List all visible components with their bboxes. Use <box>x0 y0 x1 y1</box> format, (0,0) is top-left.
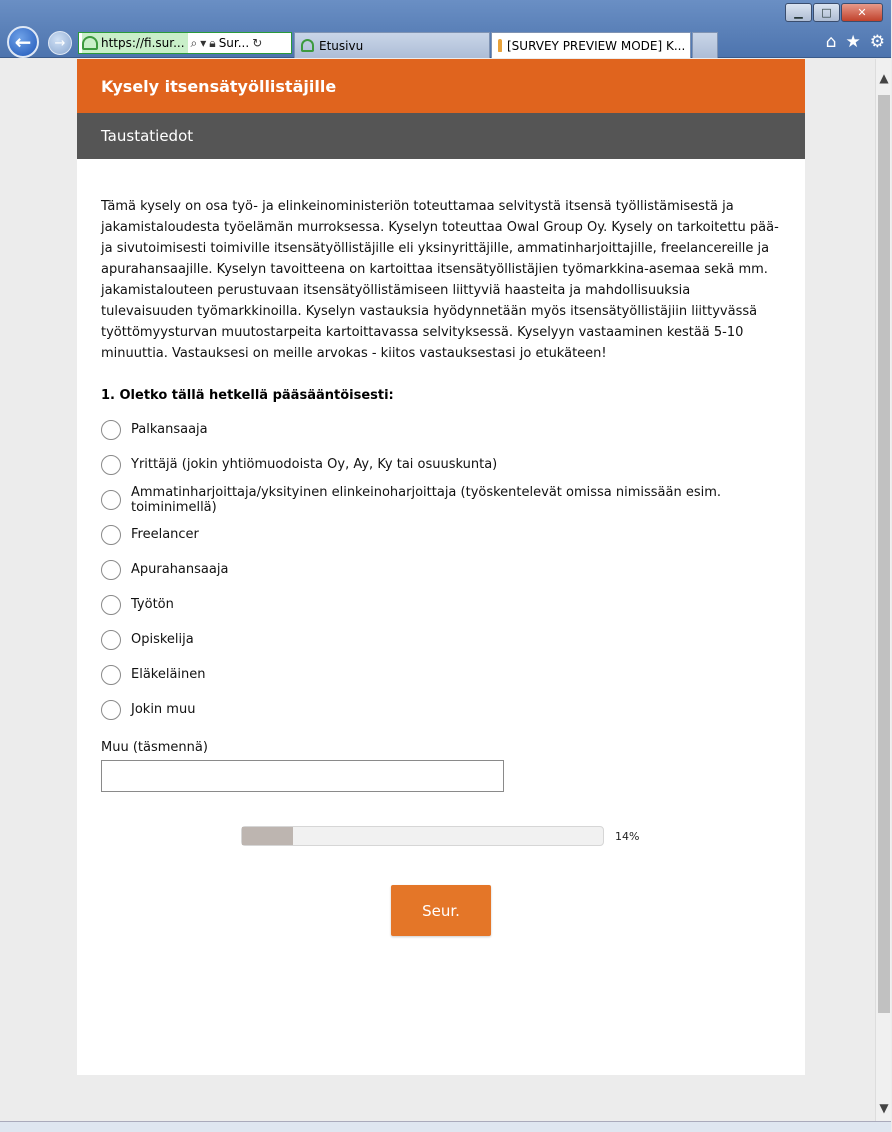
address-site: Sur... <box>218 36 250 50</box>
favicon-icon <box>498 39 502 52</box>
option-ammatinharjoittaja[interactable] <box>101 482 781 517</box>
settings-gear-icon[interactable]: ⚙ <box>869 32 885 52</box>
window-bottom-edge <box>0 1121 891 1132</box>
next-row <box>101 885 781 936</box>
progress-label: 14% <box>615 829 640 843</box>
radio-button[interactable] <box>101 490 121 510</box>
radio-button[interactable] <box>101 525 121 545</box>
option-label: Apurahansaaja <box>131 562 229 577</box>
progress-fill <box>242 827 293 845</box>
option-label: Ammatinharjoittaja/yksityinen elinkeinoharjoittaja (työskentelevät omissa nimissään esim. toiminimellä) <box>131 484 722 515</box>
option-palkansaaja[interactable] <box>101 412 781 447</box>
other-field-label: Muu (täsmennä) <box>101 740 208 755</box>
option-opiskelija[interactable] <box>101 622 781 657</box>
browser-chrome <box>0 0 891 58</box>
minimize-button[interactable]: ▁ <box>785 3 812 22</box>
radio-button[interactable] <box>101 665 121 685</box>
back-button[interactable] <box>7 26 39 58</box>
forward-arrow-icon: → <box>54 35 66 51</box>
option-label: Palkansaaja <box>131 422 208 437</box>
tab-label: [SURVEY PREVIEW MODE] K... <box>507 38 686 53</box>
vertical-scrollbar[interactable] <box>875 59 891 1121</box>
radio-button[interactable] <box>101 700 121 720</box>
option-apurahansaaja[interactable] <box>101 552 781 587</box>
option-label: Työtön <box>131 597 174 612</box>
toolbar-icons <box>826 32 885 52</box>
tab-survey-preview[interactable] <box>491 32 691 58</box>
tab-etusivu[interactable] <box>294 32 490 58</box>
next-button[interactable]: Seur. <box>391 885 491 936</box>
lock-icon[interactable]: 🔒︎ <box>209 35 216 50</box>
option-label: Freelancer <box>131 527 199 542</box>
maximize-button[interactable]: □ <box>813 3 840 22</box>
back-arrow-icon: ← <box>14 30 32 54</box>
option-label: Eläkeläinen <box>131 667 206 682</box>
close-window-button[interactable]: ✕ <box>841 3 883 22</box>
progress-row <box>101 826 781 846</box>
survey-card <box>77 59 805 1075</box>
intro-text: Tämä kysely on osa työ- ja elinkeinoministeriön toteuttamaa selvitystä itsensä työllistämisestä ja jakamistaloudesta työelämän murroksessa. Kyselyn toteuttaa Owal Group Oy. Kysely on tarkoitettu pää- ja sivutoimisesti toimiville itsensätyöllistäjille eli yksinyrittäjille, ammatinharjoittajille, freelancereille ja apurahansaajille. Kyselyn tavoitteena on kartoittaa itsensätyöllistäjien työmarkkina-asemaa sekä mm. jakamistalouteen perustuvaan itsensätyöllistämiseen liittyviä haasteita ja mahdollisuuksia tulevaisuuden työmarkkinoilla. Kyselyn vastauksia hyödynnetään myös itsensätyöllistäjiin liittyvässä työttömyysturvan muutostarpeita kartoittavassa selvityksessä. Kyselyyn vastaaminen kestää 5-10 minuuttia. Vastauksesi on meille arvokas - kiitos vastauksestasi jo etukäteen! <box>101 199 779 361</box>
radio-button[interactable] <box>101 630 121 650</box>
refresh-icon[interactable]: ↻ <box>252 36 263 50</box>
radio-button[interactable] <box>101 455 121 475</box>
dropdown-icon[interactable]: ▾ <box>200 36 207 50</box>
scroll-thumb[interactable] <box>878 95 890 1013</box>
address-bar[interactable] <box>78 32 292 54</box>
option-tyoton[interactable] <box>101 587 781 622</box>
address-secure-zone <box>82 33 188 53</box>
scroll-up-icon[interactable]: ▲ <box>879 71 889 85</box>
progress-bar <box>241 826 604 846</box>
option-label: Yrittäjä (jokin yhtiömuodoista Oy, Ay, Ky tai osuuskunta) <box>131 457 498 472</box>
favicon-icon <box>301 39 314 52</box>
option-yrittaja[interactable] <box>101 447 781 482</box>
tab-label: Etusivu <box>319 38 364 53</box>
radio-button[interactable] <box>101 595 121 615</box>
section-title: Taustatiedot <box>77 113 805 159</box>
question-title: 1. Oletko tällä hetkellä pääsääntöisesti: <box>101 388 394 403</box>
survey-body <box>77 159 805 936</box>
option-freelancer[interactable] <box>101 517 781 552</box>
favorites-star-icon[interactable]: ★ <box>845 32 861 52</box>
search-icon[interactable]: ⌕ <box>190 35 198 50</box>
home-icon[interactable]: ⌂ <box>825 32 837 52</box>
radio-button[interactable] <box>101 560 121 580</box>
other-specify-input[interactable] <box>101 760 504 792</box>
scroll-down-icon[interactable]: ▼ <box>879 1101 889 1115</box>
forward-button[interactable] <box>48 31 72 55</box>
option-jokin-muu[interactable] <box>101 692 781 727</box>
radio-button[interactable] <box>101 420 121 440</box>
option-elakelainen[interactable] <box>101 657 781 692</box>
survey-title: Kysely itsensätyöllistäjille <box>77 59 805 113</box>
address-url: https://fi.sur... <box>101 36 185 50</box>
answer-options <box>101 412 781 727</box>
option-label: Jokin muu <box>131 702 196 717</box>
window-controls <box>785 3 883 22</box>
new-tab-button[interactable] <box>692 32 718 58</box>
site-logo-icon <box>82 36 98 50</box>
option-label: Opiskelija <box>131 632 194 647</box>
